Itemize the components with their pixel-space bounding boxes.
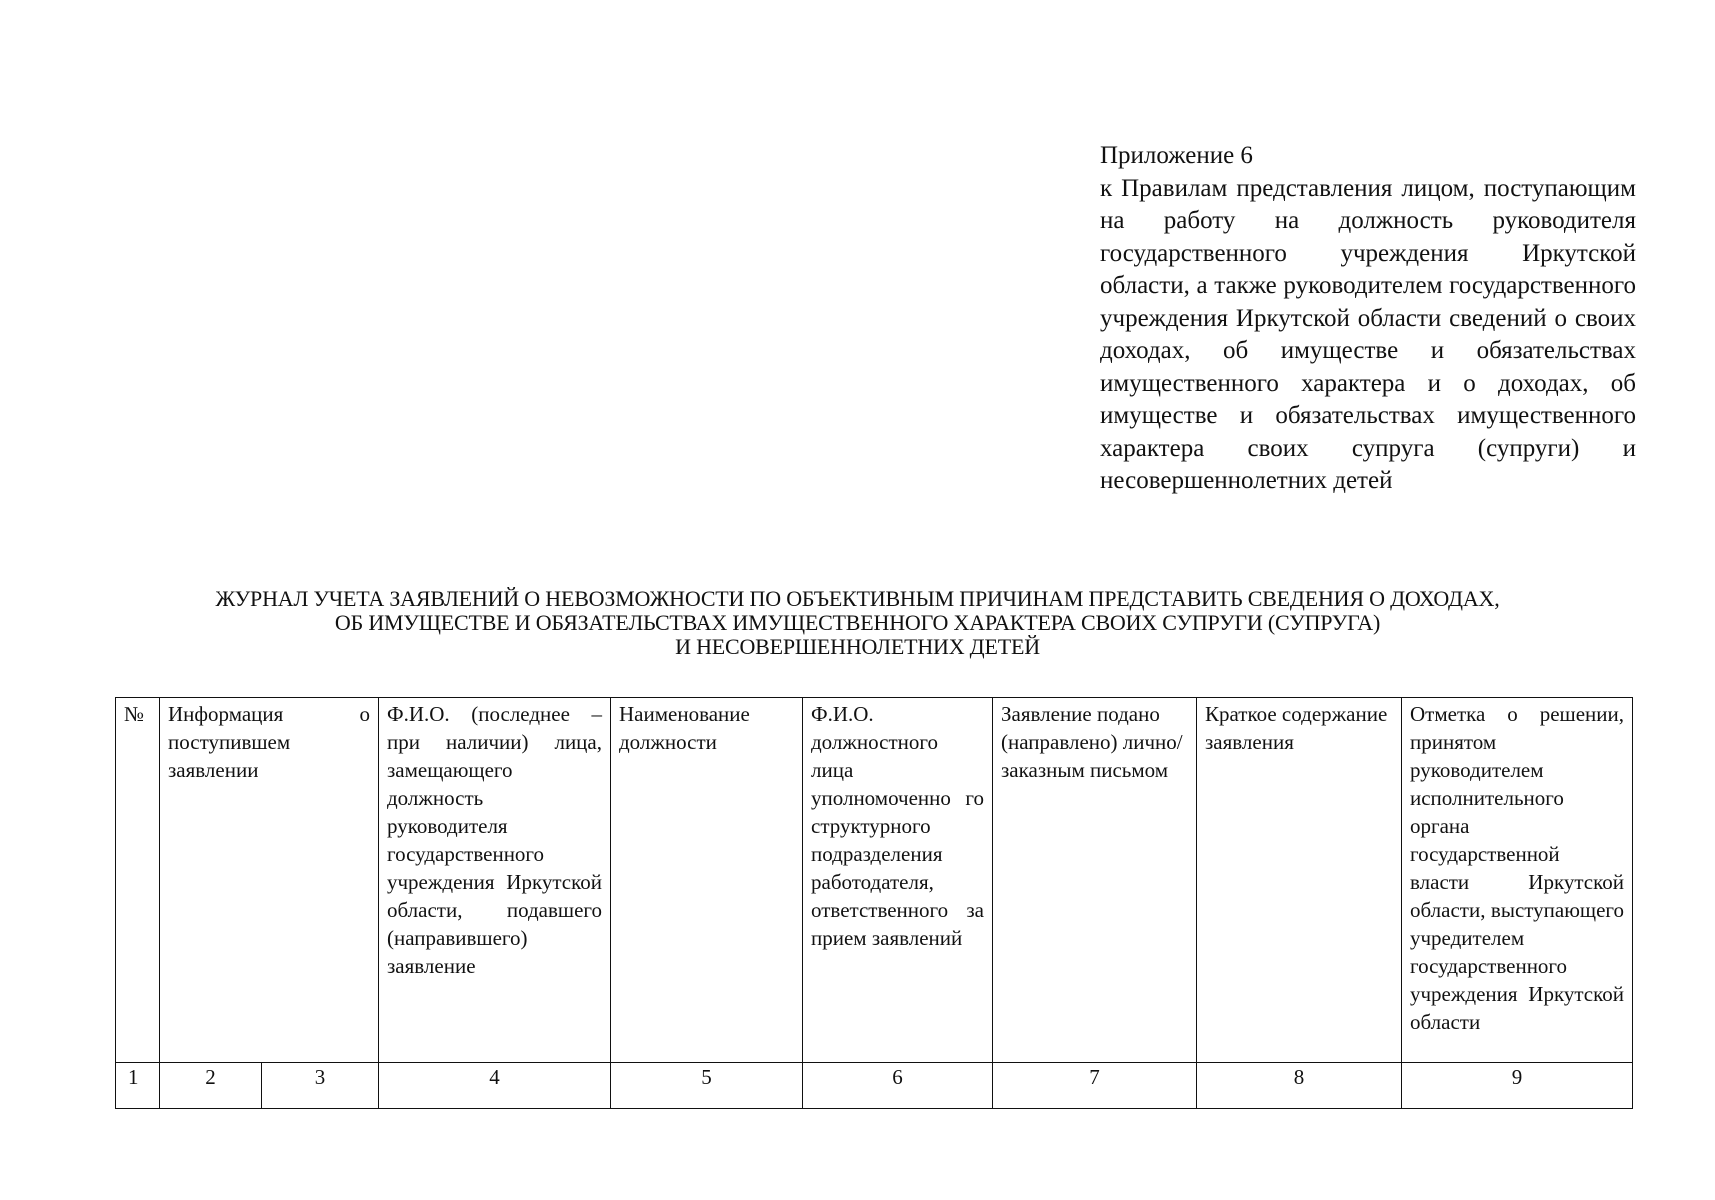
header-decision: Отметка о решении, принятом руководителем исполнительного органа государственной власти Иркутской области, выступающего учредителем государственного учреждения Иркутской области	[1402, 698, 1633, 1063]
journal-table	[115, 697, 1633, 1109]
header-summary: Краткое содержание заявления	[1197, 698, 1402, 1063]
journal-title-line: ОБ ИМУЩЕСТВЕ И ОБЯЗАТЕЛЬСТВАХ ИМУЩЕСТВЕННОГО ХАРАКТЕРА СВОИХ СУПРУГИ (СУПРУГА)	[334, 610, 1381, 635]
header-position: Наименование должности	[611, 698, 803, 1063]
column-number: 3	[262, 1063, 379, 1109]
header-fio-applicant: Ф.И.О. (последнее – при наличии) лица, замещающего должность руководителя государственного учреждения Иркутской области, подавшего (направившего) заявление	[379, 698, 611, 1063]
journal-title	[100, 587, 1615, 659]
journal-title-line: ЖУРНАЛ УЧЕТА ЗАЯВЛЕНИЙ О НЕВОЗМОЖНОСТИ ПО ОБЪЕКТИВНЫМ ПРИЧИНАМ ПРЕДСТАВИТЬ СВЕДЕНИЯ О ДОХОДАХ,	[215, 586, 1500, 611]
column-number: 6	[803, 1063, 993, 1109]
column-number: 8	[1197, 1063, 1402, 1109]
appendix-block	[1100, 140, 1636, 498]
column-number: 4	[379, 1063, 611, 1109]
header-no: №	[116, 698, 160, 1063]
column-number: 2	[160, 1063, 262, 1109]
column-number: 9	[1402, 1063, 1633, 1109]
header-submitted: Заявление подано (направлено) лично/заказным письмом	[993, 698, 1197, 1063]
column-number: 1	[116, 1063, 160, 1109]
journal-title-line: И НЕСОВЕРШЕННОЛЕТНИХ ДЕТЕЙ	[675, 634, 1040, 659]
column-number: 7	[993, 1063, 1197, 1109]
appendix-title: Приложение 6	[1100, 142, 1253, 169]
header-fio-official: Ф.И.О. должностного лица уполномоченно го структурного подразделения работодателя, ответственного за прием заявлений	[803, 698, 993, 1063]
table-header-row	[116, 698, 1633, 1063]
appendix-body: к Правилам представления лицом, поступающим на работу на должность руководителя государственного учреждения Иркутской области, а также руководителем государственного учреждения Иркутской области сведений о своих доходах, об имуществе и обязательствах имущественного характера и о доходах, об имуществе и обязательствах имущественного характера своих супруга (супруги) и несовершеннолетних детей	[1100, 174, 1636, 494]
header-info-label: Информация о поступившем заявлении	[168, 702, 370, 782]
header-info	[160, 698, 379, 1063]
column-number-row	[116, 1063, 1633, 1109]
column-number: 5	[611, 1063, 803, 1109]
